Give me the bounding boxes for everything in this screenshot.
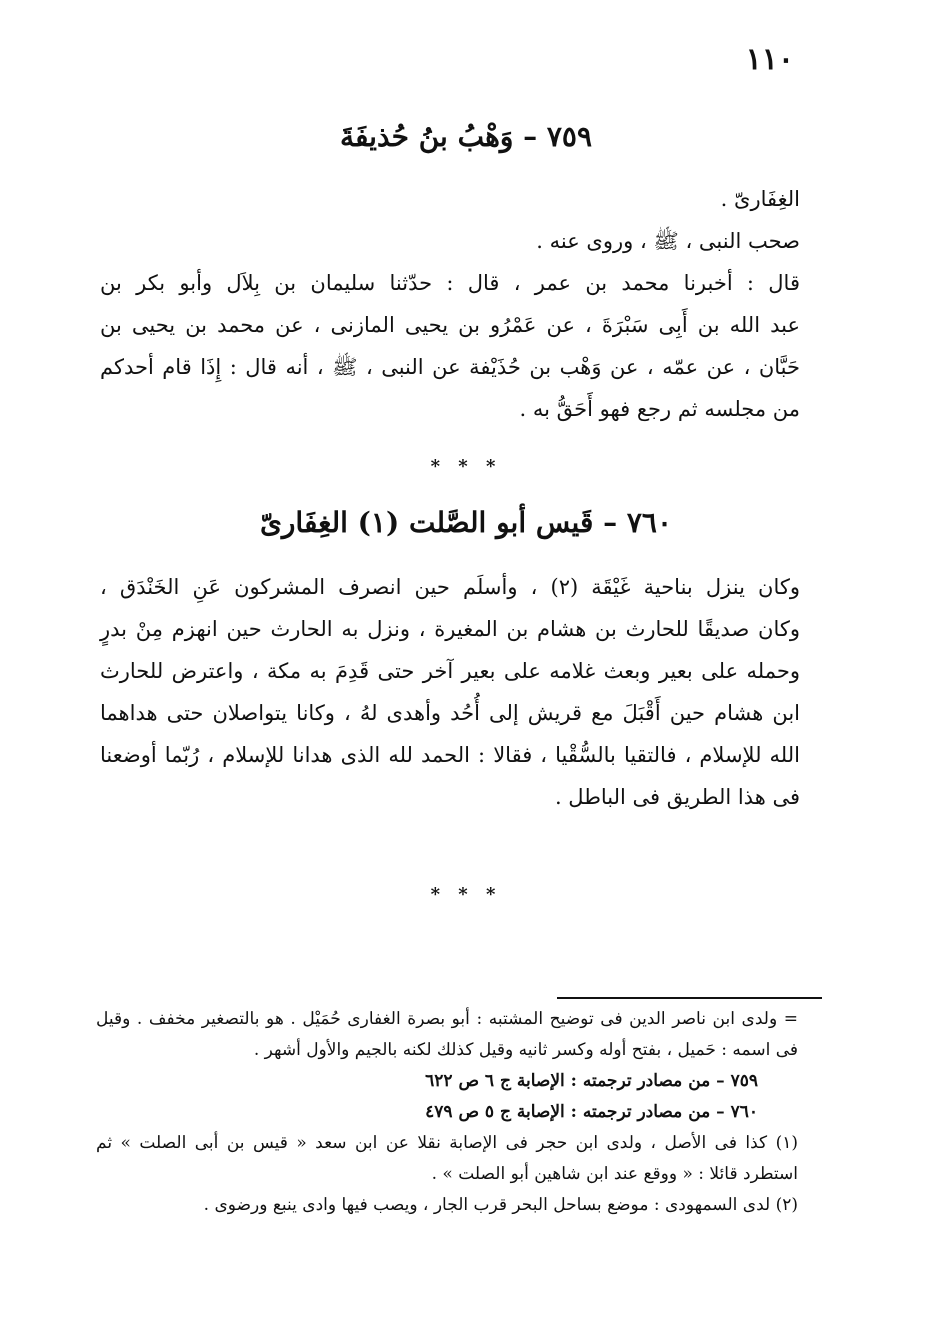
- entry-759-line: قال : أخبرنا محمد بن عمر ، قال : حدّثنا سليمان بن بِلاَل وأبو بكر بن: [100, 271, 800, 295]
- entry-759-line: حَبَّان ، عن عمّه ، عن وَهْب بن حُذَيْفة عن النبى ، ﷺ ، أنه قال : إِذَا قام أحدكم: [100, 355, 800, 379]
- entry-760-body: [100, 566, 800, 818]
- entry-760-line: وحمله على بعير وبعث غلامه على بعير آخر حتى قَدِمَ به مكة ، واعترض للحارث: [100, 659, 800, 683]
- footnotes: [96, 1004, 798, 1221]
- entry-760-line: وكان صديقًا للحارث بن هشام بن المغيرة ، ونزل به الحارث حين انهزم مِنْ بدرٍ: [100, 617, 800, 641]
- page-number: ١١٠: [745, 42, 794, 77]
- entry-760-line: الله للإسلام ، فالتقيا بالسُّقْيا ، فقالا : الحمد لله الذى هدانا للإسلام ، رُبّما أوضعنا: [100, 743, 800, 767]
- entry-759-heading: ٧٥٩ – وَهْبُ بنُ حُذيفَةَ: [340, 120, 592, 153]
- footnote-source-760: ٧٦٠ – من مصادر ترجمته : الإصابة ج ٥ ص ٤٧٩: [425, 1102, 758, 1122]
- entry-759-body: [100, 178, 800, 430]
- footnote-2: (٢) لدى السمهودى : موضع بساحل البحر قرب الجار ، ويصب فيها وادى ينبع ورضوى .: [203, 1195, 798, 1215]
- footnote-continuation-line: فى اسمه : حَميل ، بفتح أوله وكسر ثانيه وقيل كذلك لكنه بالجيم والأول أشهر .: [253, 1040, 798, 1060]
- footnote-source-759: ٧٥٩ – من مصادر ترجمته : الإصابة ج ٦ ص ٦٢٢: [425, 1071, 758, 1091]
- entry-760-line: وكان ينزل بناحية غَيْقَة (٢) ، وأسلَم حين انصرف المشركون عَنِ الخَنْدَق ،: [100, 575, 800, 599]
- footnote-continuation-line: = ولدى ابن ناصر الدين فى توضيح المشتبه : أبو بصرة الغفارى حُمَيْل . هو بالتصغير مخفف . وقيل: [96, 1009, 798, 1029]
- entry-759-line: الغِفَارىّ .: [720, 187, 800, 211]
- section-separator: * * *: [430, 456, 502, 477]
- footnote-1-line: استطرد قائلا : « ووقع عند ابن شاهين أبو الصلت » .: [431, 1164, 798, 1184]
- entry-759-line: عبد الله بن أَبِى سَبْرَةَ ، عن عَمْرُو بن يحيى المازنى ، عن محمد بن يحيى بن: [100, 313, 800, 337]
- entry-759-line: من مجلسه ثم رجع فهو أَحَقُّ به .: [519, 397, 800, 421]
- footnote-rule: [557, 997, 822, 999]
- entry-760-heading: ٧٦٠ – قَيس أبو الصَّلت (١) الغِفَارىّ: [259, 506, 673, 539]
- entry-760-line: ابن هشام حين أَقْبَلَ مع قريش إلى أُحُد وأهدى لهُ ، وكانا يتواصلان حتى هداهما: [100, 701, 800, 725]
- footnote-1-line: (١) كذا فى الأصل ، ولدى ابن حجر فى الإصابة نقلا عن ابن سعد « قيس بن أبى الصلت » ثم: [96, 1133, 798, 1153]
- section-separator: * * *: [430, 884, 502, 905]
- entry-760-line: فى هذا الطريق فى الباطل .: [554, 785, 800, 809]
- entry-759-line: صحب النبى ، ﷺ ، وروى عنه .: [536, 229, 800, 253]
